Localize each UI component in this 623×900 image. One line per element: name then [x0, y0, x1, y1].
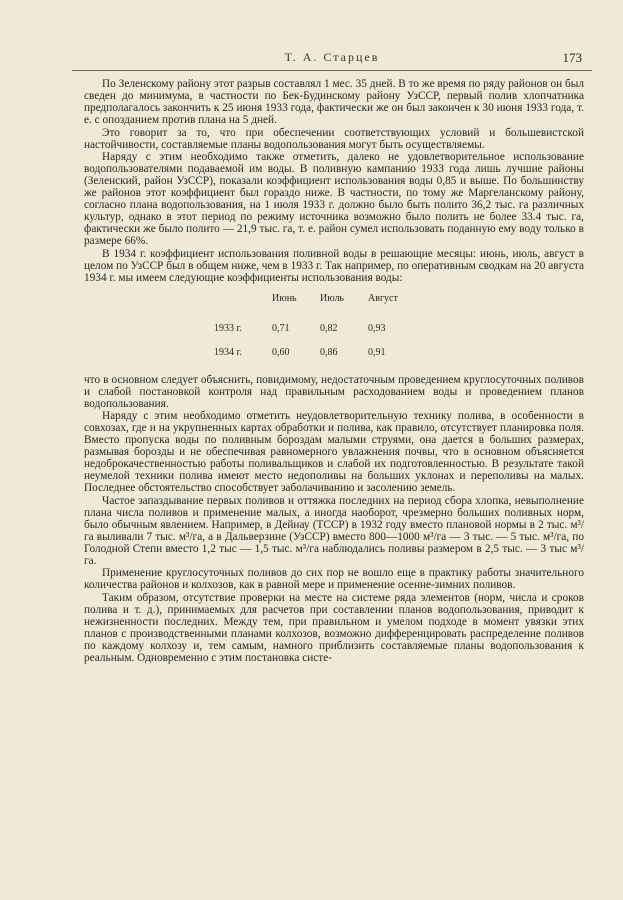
table-cell: 0,93: [368, 322, 386, 334]
table-row: [214, 317, 416, 341]
column-header: Июль: [320, 292, 344, 304]
paragraph: Наряду с этим необходимо отметить неудовлетворительную технику полива, в особенности в совхозах, где и на укрупненных картах обработки и полива, как правило, отсутствует планировка поля. Вместо пропуска воды по поливным бороздам малыми струями, она дается в больших размерах, размывая борозды и не обеспечивая равномерного увлажнения почвы, что в основном объясняется недоброкачественностью работы поливальщиков и слабой их подготовленностью. В результате такой неумелой техники полива имеют место недополивы на больших уклонах и переполивы на малых. Последнее обстоятельство способствует заболачиванию и засолению земель.: [84, 410, 584, 494]
paragraph: Таким образом, отсутствие проверки на месте на системе ряда элементов (норм, числа и сроков полива и т. д.), принимаемых для расчетов при составлении планов водопользования, приводит к нежизненности последних. Между тем, при правильном и умелом подходе в момент увязки этих планов с производственными планами колхозов, возможно дифференцировать распределение поливов по каждому колхозу и, тем самым, намного приблизить составляемые планы водопользования к реальным. Одновременно с этим постановка систе-: [84, 591, 584, 664]
table-header-row: [214, 293, 416, 317]
paragraph: Это говорит за то, что при обеспечении соответствующих условий и большевистской настойчивости, составляемые планы водопользования могут быть осуществляемы.: [84, 126, 584, 151]
column-header: Июнь: [272, 292, 297, 304]
table-cell: 0,82: [320, 322, 338, 334]
paragraph: По Зеленскому району этот разрыв составлял 1 мес. 35 дней. В то же время по ряду районов он был сведен до минимума, в частности по Бек-Будинскому району УзССР, первый полив хлопчатника предполагалось закончить к 25 июня 1933 года, фактически же он был закончен к 30 июня 1933 года, т. е. с опозданием против плана на 5 дней.: [84, 78, 584, 126]
paragraph: Применение круглосуточных поливов до сих пор не вошло еще в практику работы значительного количества районов и колхозов, как в равной мере и применение осенне-зимних поливов.: [84, 567, 584, 591]
paragraph: В 1934 г. коэффициент использования поливной воды в решающие месяцы: июнь, июль, август в целом по УзССР был в общем ниже, чем в 1933 г. Так например, по оперативным сводкам на 20 августа 1934 г. мы имеем следующие коэффициенты использования воды:: [84, 247, 584, 284]
table-row: [214, 341, 416, 365]
paragraph: Частое запаздывание первых поливов и оттяжка последних на период сбора хлопка, невыполнение плана числа поливов и применение малых, а иногда наоборот, чрезмерно больших поливных норм, было обычным явлением. Например, в Дейнау (ТССР) в 1932 году вместо плановой нормы в 2 тыс. м³/га выливали 7 тыс. м³/га, а в Дальверзине (УзССР) вместо 800—1000 м³/га — 3 тыс. — 5 тыс. м³/га, по Голодной Степи вместо 1,2 тыс — 1,5 тыс. м³/га наблюдались поливы размером в 2,5 тыс. — 3 тыс м³/га.: [84, 494, 584, 567]
row-year: 1934 г.: [214, 346, 242, 358]
page-body: [84, 78, 584, 664]
table-cell: 0,60: [272, 346, 290, 358]
table-cell: 0,86: [320, 346, 338, 358]
coefficient-table: [214, 293, 416, 365]
column-header: Август: [368, 292, 398, 304]
paragraph: Наряду с этим необходимо также отметить, далеко не удовлетворительное использование водопользователями подаваемой им воды. В поливную кампанию 1933 года лишь лучшие районы (Зеленский, район УзССР), показали коэффициент использования воды 0,85 и выше. По большинству же районов этот коэффициент был гораздо ниже. В частности, по тому же Маргеланскому району, согласно плана водопользования, на 1 июля 1933 г. должно было быть полито 36,2 тыс. га различных культур, однако в этот период по режиму источника возможно было полить не более 33.4 тыс. га, фактически же было полито — 21,9 тыс. га, т. е. район сумел использовать поданную ему воду только в размере 66%.: [84, 151, 584, 247]
page-number: 173: [562, 50, 582, 65]
row-year: 1933 г.: [214, 322, 242, 334]
page-header: [72, 44, 592, 71]
table-cell: 0,71: [272, 322, 290, 334]
paragraph: что в основном следует объяснить, повидимому, недостаточным проведением круглосуточных поливов и слабой постановкой контроля над правильным расходованием воды и проведением планов водопользования.: [84, 373, 584, 410]
table-cell: 0,91: [368, 346, 386, 358]
running-head: Т. А. Старцев: [284, 50, 380, 64]
